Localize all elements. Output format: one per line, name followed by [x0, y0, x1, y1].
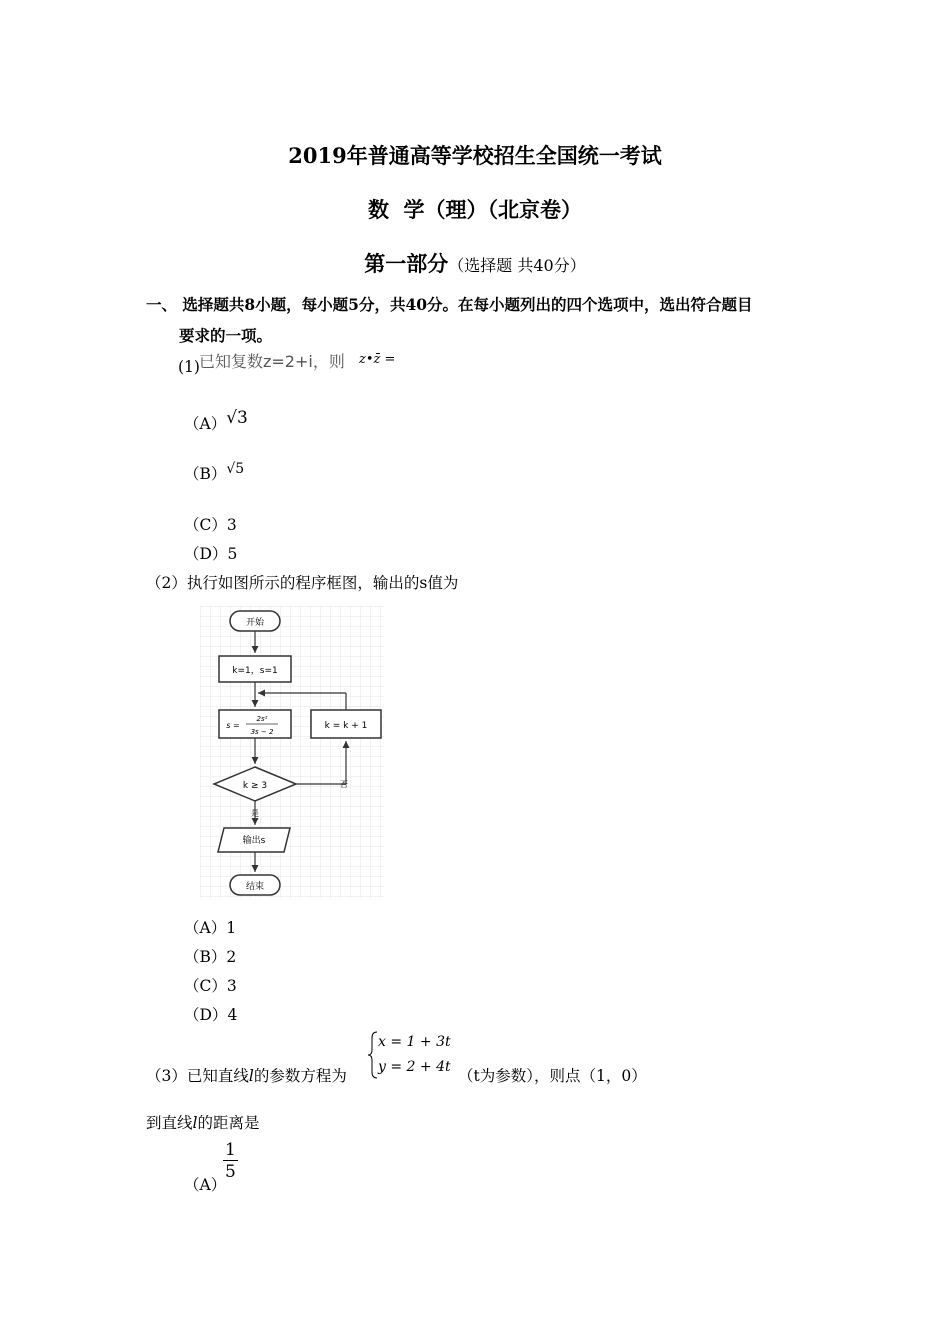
q3-equation-2: y = 2 + 4t: [378, 1059, 451, 1075]
flowchart-assign-denominator: 3s − 2: [250, 728, 274, 736]
flowchart-increment-label: k = k + 1: [324, 721, 368, 731]
q3-option-a-label: （A）: [184, 1176, 227, 1194]
q3-option-a-denominator: 5: [225, 1162, 236, 1182]
q2-option-b-value: 2: [226, 948, 237, 966]
flowchart-output-label: 输出s: [242, 836, 266, 846]
q1-option-a: [184, 408, 248, 434]
q3-stem-end: （t为参数），则点（1，0）: [458, 1067, 647, 1085]
q2-option-b-label: （B）: [184, 948, 227, 966]
flowchart-assign-lhs: s =: [226, 721, 240, 730]
q1-option-b-value: √5: [226, 461, 245, 477]
q2-option-d: [184, 1003, 237, 1025]
q3-equation-1: x = 1 + 3t: [378, 1034, 451, 1050]
q2-option-a-value: 1: [226, 919, 237, 937]
q1-option-b: [184, 462, 244, 484]
q1-option-c: [184, 513, 237, 535]
flowchart-grid-background: [200, 606, 384, 898]
q2-option-a-label: （A）: [184, 919, 227, 937]
flowchart-assign-numerator: 2s²: [256, 715, 268, 723]
q3-var-l-2: l: [192, 1114, 198, 1132]
q3-option-a-numerator: 1: [225, 1140, 236, 1160]
q2-option-c: [184, 974, 237, 996]
flowchart-no-label: 否: [340, 780, 348, 789]
q2-option-d-label: （D）: [184, 1006, 228, 1024]
part-name: 第一部分: [364, 251, 449, 276]
part-note: （选择题 共40分）: [448, 256, 586, 275]
flowchart-end-label: 结束: [245, 882, 265, 892]
q1-option-a-label: （A）: [184, 415, 227, 433]
q2-option-c-value: 3: [226, 977, 237, 995]
q1-option-c-value: 3: [226, 516, 237, 534]
section-instructions-line1: 一、 选择题共8小题，每小题5分，共40分。在每小题列出的四个选项中，选出符合题目: [146, 295, 753, 314]
q3-line2-start: 到直线: [146, 1114, 193, 1132]
part-heading: [0, 248, 950, 278]
q1-option-c-label: （C）: [184, 516, 227, 534]
q3-stem-start: （3）已知直线: [146, 1067, 249, 1085]
q3-option-a-fraction: [223, 1140, 238, 1183]
q3-stem-mid: 的参数方程为: [253, 1067, 347, 1085]
q1-number: (1): [178, 358, 200, 376]
flowchart-yes-label: 是: [251, 809, 259, 818]
section-instructions-line2: 要求的一项。: [179, 326, 273, 345]
q3-var-l: l: [248, 1067, 254, 1085]
q2-stem: （2）执行如图所示的程序框图，输出的s值为: [146, 574, 459, 592]
q2-option-c-label: （C）: [184, 977, 227, 995]
exam-title: 2019年普通高等学校招生全国统一考试: [288, 143, 662, 168]
q2-option-a: [184, 916, 236, 938]
q2-option-d-value: 4: [227, 1006, 238, 1024]
q2-option-b: [184, 945, 236, 967]
flowchart-init-label: k=1，s=1: [232, 666, 278, 676]
q1-expression: z•z̄ =: [359, 352, 396, 367]
exam-subtitle: 数 学（理）（北京卷）: [367, 197, 583, 222]
q3-stem-line2: [146, 1111, 260, 1133]
q1-option-a-value: √3: [226, 408, 248, 428]
q1-option-d-label: （D）: [184, 545, 228, 563]
q1-stem: 已知复数z=2+i，则: [199, 352, 345, 371]
q3-stem-line1: [146, 1064, 347, 1086]
q1-option-b-label: （B）: [184, 465, 227, 483]
flowchart-start-label: 开始: [245, 618, 265, 628]
flowchart-condition-label: k ≥ 3: [242, 781, 268, 791]
q3-line2-end: 的距离是: [197, 1114, 260, 1132]
q1-option-d: [184, 542, 237, 564]
q2-flowchart: [200, 606, 384, 898]
q1-option-d-value: 5: [227, 545, 238, 563]
